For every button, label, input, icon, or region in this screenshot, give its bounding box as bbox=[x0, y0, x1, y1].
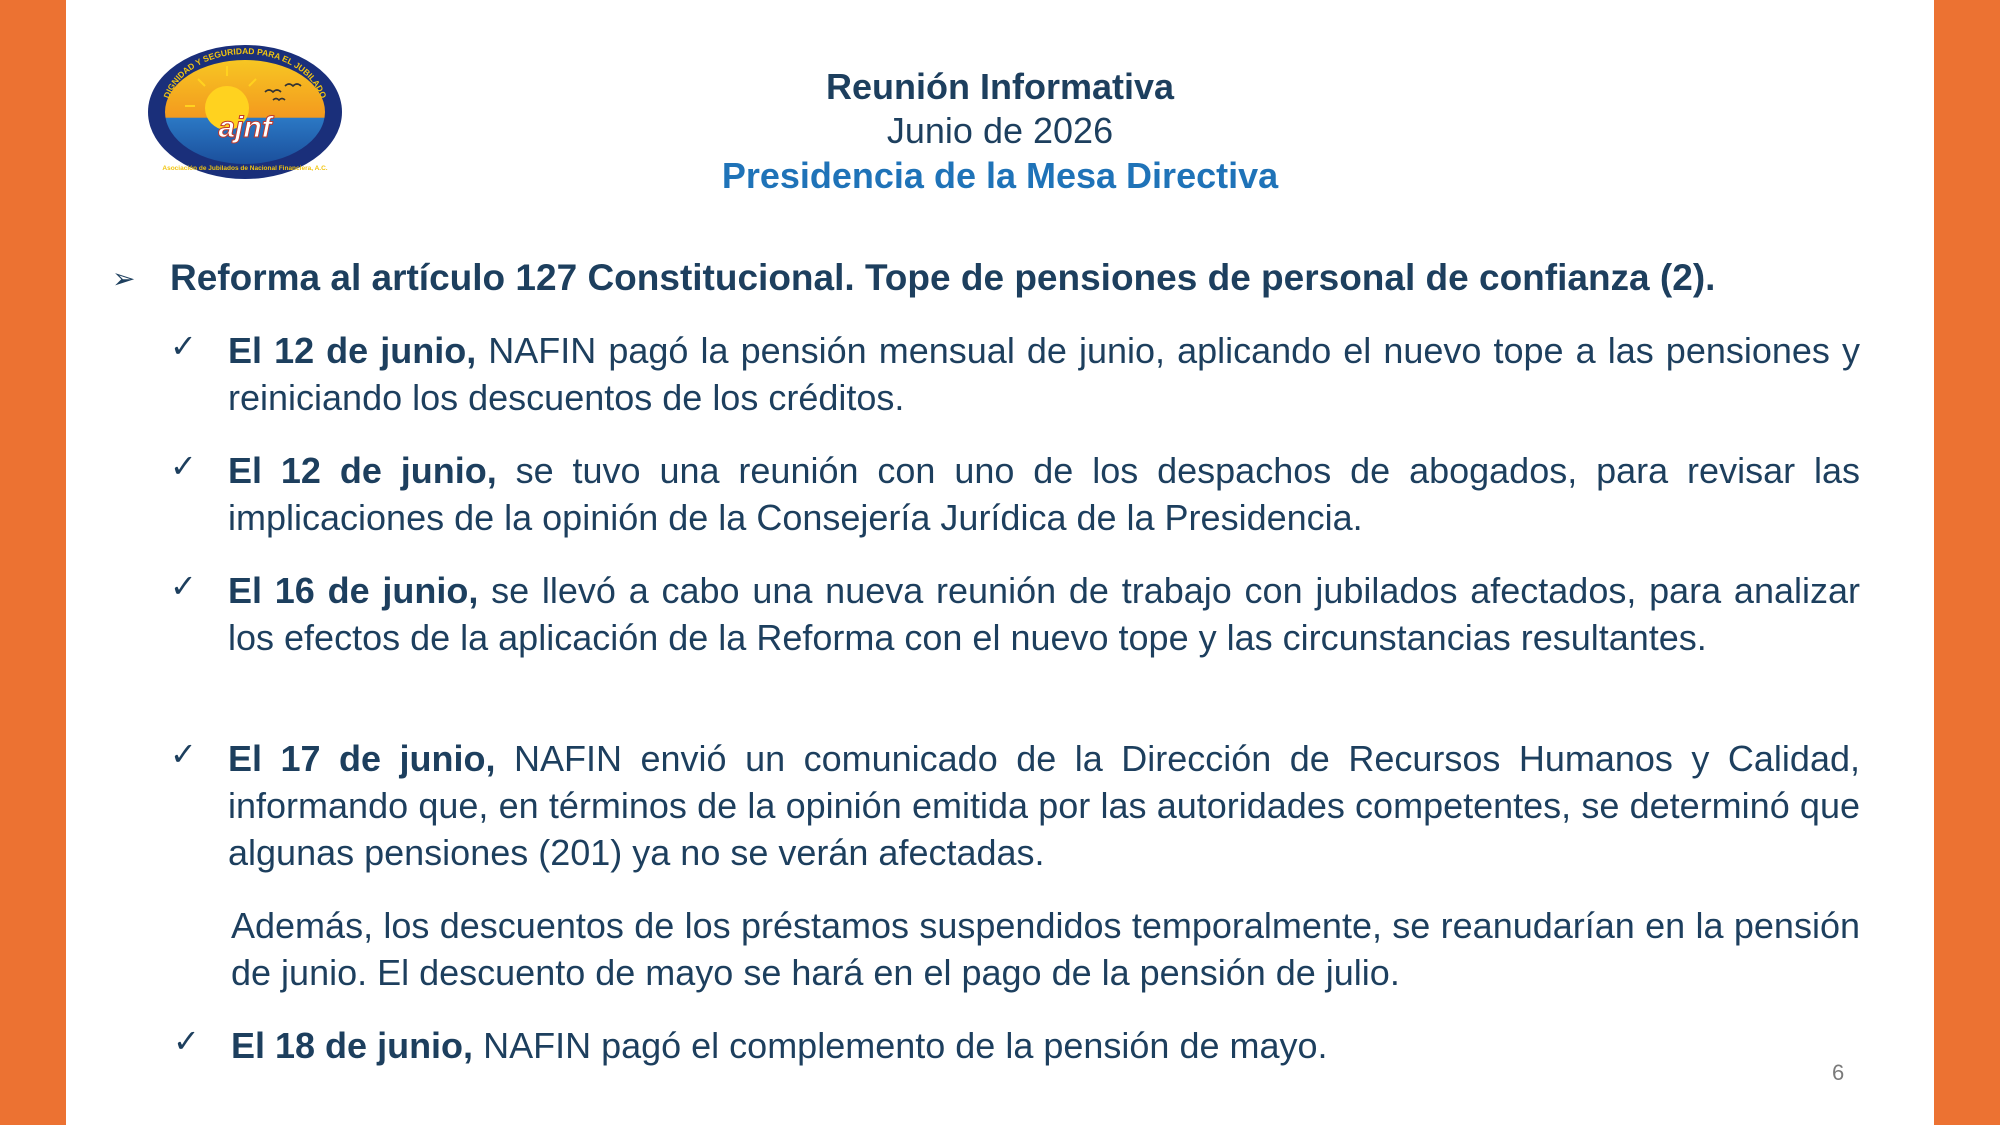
arrow-bullet-icon: ➢ bbox=[112, 263, 136, 294]
page-title: Reunión Informativa bbox=[825, 66, 1175, 107]
check-icon: ✓ bbox=[170, 568, 197, 604]
list-item bbox=[170, 735, 1860, 876]
item-text: se llevó a cabo una nueva reunión de trabajo con jubilados afectados, para analizar los efectos de la aplicación de la Reforma con el nuevo tope y las circunstancias resultantes. bbox=[228, 570, 1860, 658]
list-item bbox=[170, 567, 1860, 661]
page-number: 6 bbox=[1832, 1060, 1845, 1085]
item-date: El 12 de junio, bbox=[228, 330, 477, 371]
page-subtitle: Presidencia de la Mesa Directiva bbox=[721, 155, 1279, 196]
check-icon: ✓ bbox=[173, 1023, 200, 1059]
item-date: El 17 de junio, bbox=[228, 738, 496, 779]
check-icon: ✓ bbox=[170, 736, 197, 772]
item-text: se tuvo una reunión con uno de los despachos de abogados, para revisar las implicaciones de la opinión de la Consejería Jurídica de la Presidencia. bbox=[228, 450, 1860, 538]
svg-text:DIGNIDAD Y SEGURIDAD PARA EL J: DIGNIDAD Y SEGURIDAD PARA EL JUBILADO bbox=[161, 45, 329, 100]
main-bullet-text: Reforma al artículo 127 Constitucional. Tope de pensiones de personal de confianza (2). bbox=[170, 257, 1716, 298]
check-icon: ✓ bbox=[170, 448, 197, 484]
extra-paragraph: Además, los descuentos de los préstamos suspendidos temporalmente, se reanudarían en la pensión de junio. El descuento de mayo se hará en el pago de la pensión de julio. bbox=[231, 905, 1860, 993]
svg-text:ajnf: ajnf bbox=[218, 111, 272, 144]
check-icon: ✓ bbox=[170, 328, 197, 364]
item-date: El 16 de junio, bbox=[228, 570, 479, 611]
item-text: NAFIN envió un comunicado de la Dirección de Recursos Humanos y Calidad, informando que, en términos de la opinión emitida por las autoridades competentes, se determinó que algunas pensiones (201) ya no se verán afectadas. bbox=[228, 738, 1860, 873]
list-item bbox=[170, 327, 1860, 421]
item-text: NAFIN pagó el complemento de la pensión de mayo. bbox=[473, 1025, 1328, 1066]
item-date: El 18 de junio, bbox=[231, 1025, 474, 1066]
item-text: NAFIN pagó la pensión mensual de junio, aplicando el nuevo tope a las pensiones y reiniciando los descuentos de los créditos. bbox=[228, 330, 1860, 418]
list-item bbox=[170, 447, 1860, 541]
list-item bbox=[173, 1022, 1863, 1069]
svg-text:Asociación de Jubilados de Nac: Asociación de Jubilados de Nacional Financiera, A.C. bbox=[162, 165, 328, 172]
item-date: El 12 de junio, bbox=[228, 450, 497, 491]
meeting-date: Junio de 2026 bbox=[886, 110, 1114, 151]
main-bullet bbox=[112, 257, 1912, 299]
